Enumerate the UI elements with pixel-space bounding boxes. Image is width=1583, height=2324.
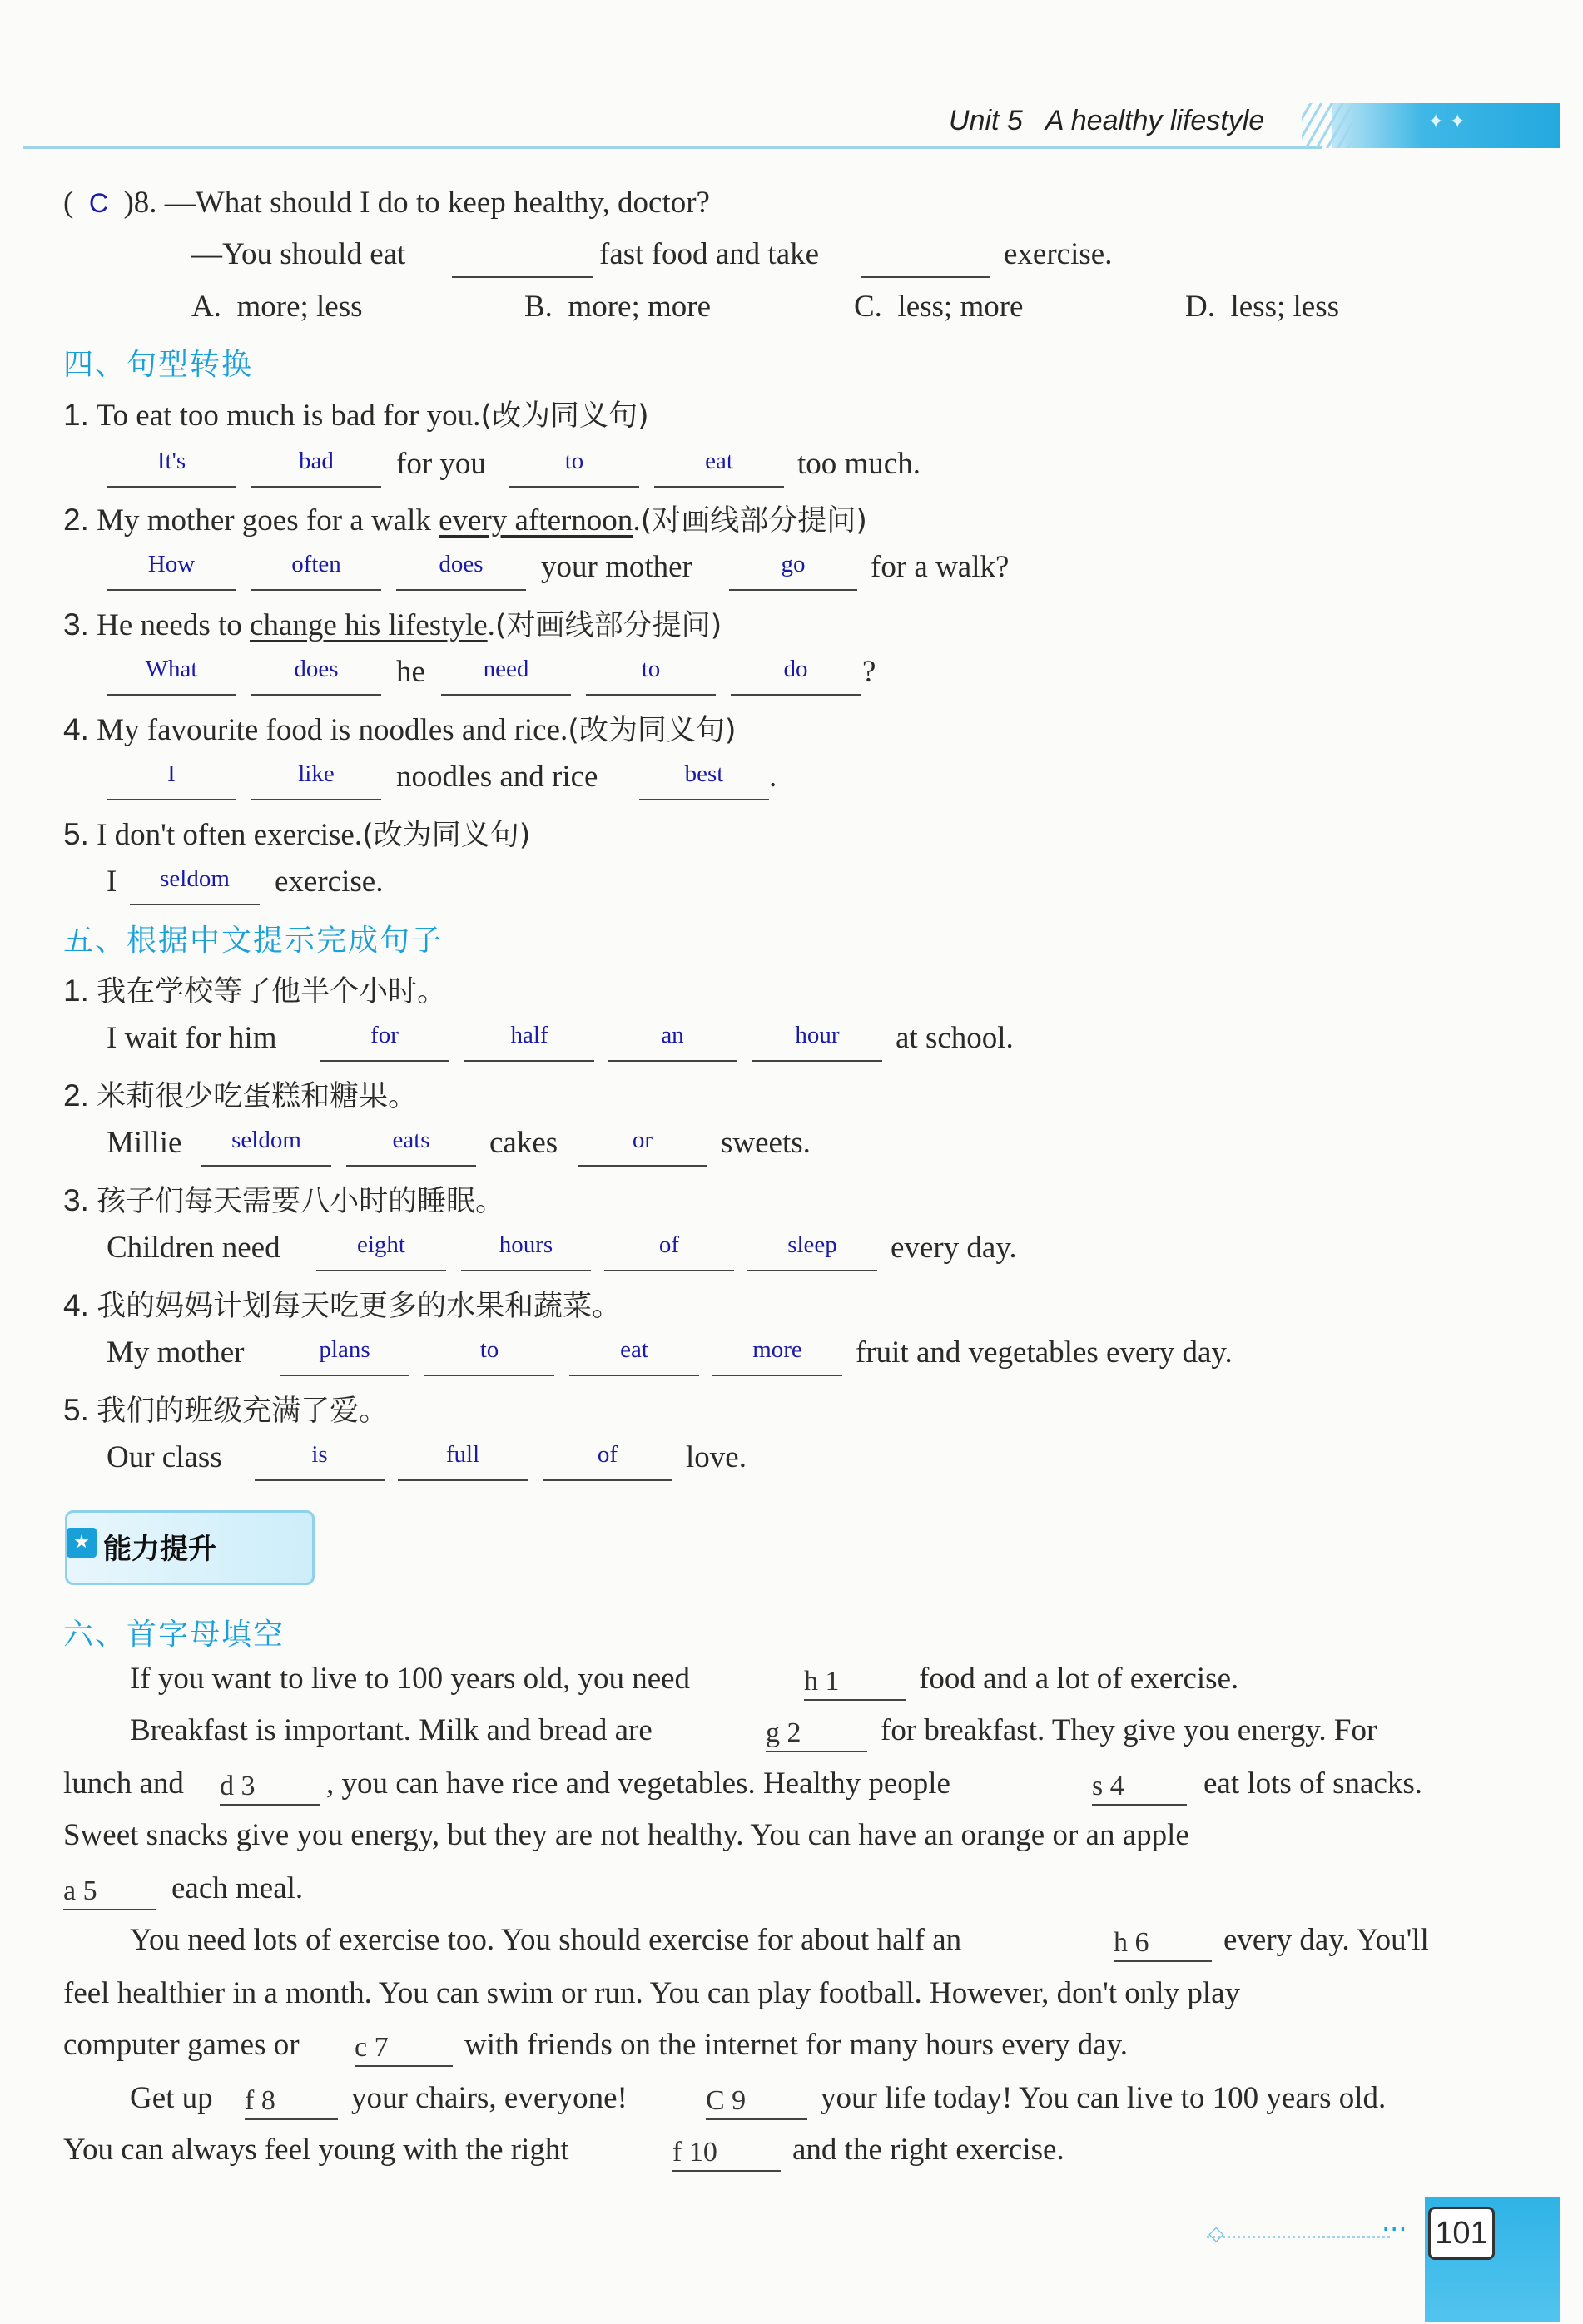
s5-2-answer-3: or xyxy=(632,1127,653,1153)
s5-2-mid: cakes xyxy=(489,1126,558,1160)
s6-para2-l3: Sweet snacks give you energy, but they are not healthy. You can have an orange or an apple xyxy=(63,1818,1189,1852)
s5-2-lead: Millie xyxy=(107,1126,182,1160)
s6-para2-l4-c: each meal. xyxy=(171,1871,304,1905)
s5-2-tail: sweets. xyxy=(721,1126,811,1160)
s5-item3-chinese: 3. 孩子们每天需要八小时的睡眠。 xyxy=(63,1183,505,1218)
s5-5-lead: Our class xyxy=(107,1440,222,1474)
q8-line2-c: exercise. xyxy=(1004,237,1113,271)
s5-4-tail: fruit and vegetables every day. xyxy=(856,1335,1233,1370)
s6-para3-l3-c: with friends on the internet for many hours every day. xyxy=(464,2028,1128,2062)
q8-blank-1 xyxy=(452,243,593,278)
s4-1-answer-1: It's xyxy=(156,448,186,474)
s4-2-mid: your mother xyxy=(541,550,692,584)
s5-4-answer-2: to xyxy=(479,1336,499,1363)
section6-title: 六、首字母填空 xyxy=(63,1618,285,1652)
s4-3-answer-4: to xyxy=(641,656,661,682)
q8-line2-a: —You should eat xyxy=(191,237,406,271)
s6-para4-l1-a: Get up xyxy=(130,2081,213,2115)
s5-3-lead: Children need xyxy=(107,1231,280,1265)
s5-2-answer-2: eats xyxy=(392,1127,430,1153)
s5-1-answer-4: hour xyxy=(795,1022,840,1048)
s4-1-mid: for you xyxy=(396,447,486,481)
s4-4-mid: noodles and rice xyxy=(396,760,598,794)
s5-3-tail: every day. xyxy=(891,1231,1017,1265)
s5-5-answer-3: of xyxy=(597,1441,618,1468)
s5-1-answer-2: half xyxy=(510,1022,548,1048)
s4-4-answer-3: best xyxy=(684,761,724,787)
s6-para2-l2-a: lunch and xyxy=(63,1767,184,1801)
s5-1-answer-1: for xyxy=(370,1022,399,1048)
s6-para2-l2-d: eat lots of snacks. xyxy=(1203,1767,1423,1801)
s4-3-tail: ? xyxy=(862,655,876,689)
s5-5-answer-1: is xyxy=(311,1441,328,1468)
s4-item2-prompt: 2. My mother goes for a walk every afternoon.(对画线部分提问) xyxy=(63,503,867,538)
s5-4-answer-3: eat xyxy=(620,1336,648,1363)
q8-question: ( C )8. —What should I do to keep healthy, doctor? xyxy=(63,186,710,220)
s5-3-answer-4: sleep xyxy=(787,1231,837,1258)
s5-1-answer-3: an xyxy=(661,1022,684,1048)
s4-5-tail: exercise. xyxy=(275,865,384,899)
s6-para2-l2-c: , you can have rice and vegetables. Healthy people xyxy=(326,1767,950,1801)
q8-option-d: D. less; less xyxy=(1185,290,1339,324)
s4-1-answer-4: eat xyxy=(705,448,733,474)
s6-para4-l1-c: your chairs, everyone! xyxy=(351,2081,628,2115)
s4-5-lead: I xyxy=(107,865,117,899)
s5-5-answer-2: full xyxy=(445,1441,480,1468)
s4-item3-prompt: 3. He needs to change his lifestyle.(对画线部分提问) xyxy=(63,607,722,642)
header-rule xyxy=(23,146,1322,149)
s6-para2-l1-c: for breakfast. They give you energy. For xyxy=(881,1713,1377,1747)
diamond-icon: ◇ xyxy=(1208,2223,1224,2245)
s6-para1-c: food and a lot of exercise. xyxy=(919,1662,1239,1696)
s6-blank-9: C 9 xyxy=(706,2085,807,2120)
s6-blank-1: h 1 xyxy=(804,1666,906,1701)
s4-item5-prompt: 5. I don't often exercise.(改为同义句) xyxy=(63,817,531,852)
section4-title: 四、句型转换 xyxy=(63,348,254,382)
q8-option-c: C. less; more xyxy=(854,290,1024,324)
s6-para3-l1-c: every day. You'll xyxy=(1223,1923,1429,1957)
s6-blank-4: s 4 xyxy=(1092,1771,1187,1806)
s6-blank-3: d 3 xyxy=(220,1771,320,1806)
footer-dotted-rule xyxy=(1207,2234,1390,2238)
running-header: Unit 5 A healthy lifestyle xyxy=(949,105,1265,136)
q8-answer: C xyxy=(88,188,108,218)
s6-blank-8: f 8 xyxy=(245,2085,338,2120)
s6-para4-l2-c: and the right exercise. xyxy=(792,2133,1064,2167)
s4-item4-prompt: 4. My favourite food is noodles and rice.(改为同义句) xyxy=(63,712,737,747)
s5-3-answer-1: eight xyxy=(357,1231,405,1258)
s6-blank-7: c 7 xyxy=(355,2032,453,2067)
s4-4-answer-1: I xyxy=(167,761,176,787)
s5-1-lead: I wait for him xyxy=(107,1021,277,1055)
s6-blank-2: g 2 xyxy=(766,1717,867,1752)
s4-1-answer-2: bad xyxy=(299,448,334,474)
s5-2-answer-1: seldom xyxy=(231,1127,301,1153)
s6-para2-l1-a: Breakfast is important. Milk and bread are xyxy=(130,1713,653,1747)
s4-1-tail: too much. xyxy=(797,447,921,481)
q8-blank-2 xyxy=(861,243,990,278)
s5-item5-chinese: 5. 我们的班级充满了爱。 xyxy=(63,1393,389,1428)
s4-2-answer-2: often xyxy=(291,551,341,577)
s6-blank-5: a 5 xyxy=(63,1876,156,1910)
star-icon: ★ xyxy=(67,1528,97,1558)
s5-4-answer-1: plans xyxy=(319,1336,370,1363)
s5-item4-chinese: 4. 我的妈妈计划每天吃更多的水果和蔬菜。 xyxy=(63,1288,622,1323)
s5-1-tail: at school. xyxy=(896,1021,1014,1055)
s4-1-answer-3: to xyxy=(564,448,584,474)
q8-line2-b: fast food and take xyxy=(599,237,820,271)
s5-4-answer-4: more xyxy=(752,1336,802,1363)
s5-item2-chinese: 2. 米莉很少吃蛋糕和糖果。 xyxy=(63,1078,418,1113)
s6-para4-l2-a: You can always feel young with the right xyxy=(63,2133,569,2167)
s4-4-tail: . xyxy=(769,760,777,794)
star-decoration-icon: ✦ ✦ xyxy=(1427,111,1466,133)
s4-3-answer-3: need xyxy=(483,656,529,682)
ellipsis-icon: ··· xyxy=(1382,2213,1407,2245)
s4-3-answer-5: do xyxy=(783,656,808,682)
s4-5-answer-1: seldom xyxy=(160,865,230,892)
s4-2-tail: for a walk? xyxy=(871,550,1010,584)
s6-para3-l3-a: computer games or xyxy=(63,2028,300,2062)
s5-5-tail: love. xyxy=(686,1440,747,1474)
s4-item1-prompt: 1. To eat too much is bad for you.(改为同义句) xyxy=(63,398,649,433)
s4-2-answer-1: How xyxy=(147,551,196,577)
s4-3-answer-2: does xyxy=(294,656,339,682)
s6-blank-6: h 6 xyxy=(1114,1927,1212,1962)
s5-3-answer-2: hours xyxy=(499,1231,553,1258)
s5-3-answer-3: of xyxy=(658,1231,680,1258)
s4-3-mid: he xyxy=(396,655,425,689)
s4-3-answer-1: What xyxy=(145,656,198,682)
ability-label: 能力提升 xyxy=(103,1533,216,1566)
s6-blank-10: f 10 xyxy=(672,2137,781,2172)
section5-title: 五、根据中文提示完成句子 xyxy=(63,924,444,958)
s4-2-answer-3: does xyxy=(439,551,484,577)
page-number: 101 xyxy=(1428,2207,1495,2260)
s6-para3-l2: feel healthier in a month. You can swim or run. You can play football. However, don't only play xyxy=(63,1976,1241,2010)
s6-para3-l1-a: You need lots of exercise too. You should exercise for about half an xyxy=(130,1923,962,1957)
s5-4-lead: My mother xyxy=(107,1335,245,1370)
s4-4-answer-2: like xyxy=(298,761,335,787)
s6-para1-a: If you want to live to 100 years old, you need xyxy=(130,1662,691,1696)
q8-option-a: A. more; less xyxy=(191,290,363,324)
q8-option-b: B. more; more xyxy=(524,290,712,324)
s4-2-answer-4: go xyxy=(781,551,806,577)
s6-para4-l1-d: your life today! You can live to 100 years old. xyxy=(821,2081,1387,2115)
s5-item1-chinese: 1. 我在学校等了他半个小时。 xyxy=(63,974,447,1008)
